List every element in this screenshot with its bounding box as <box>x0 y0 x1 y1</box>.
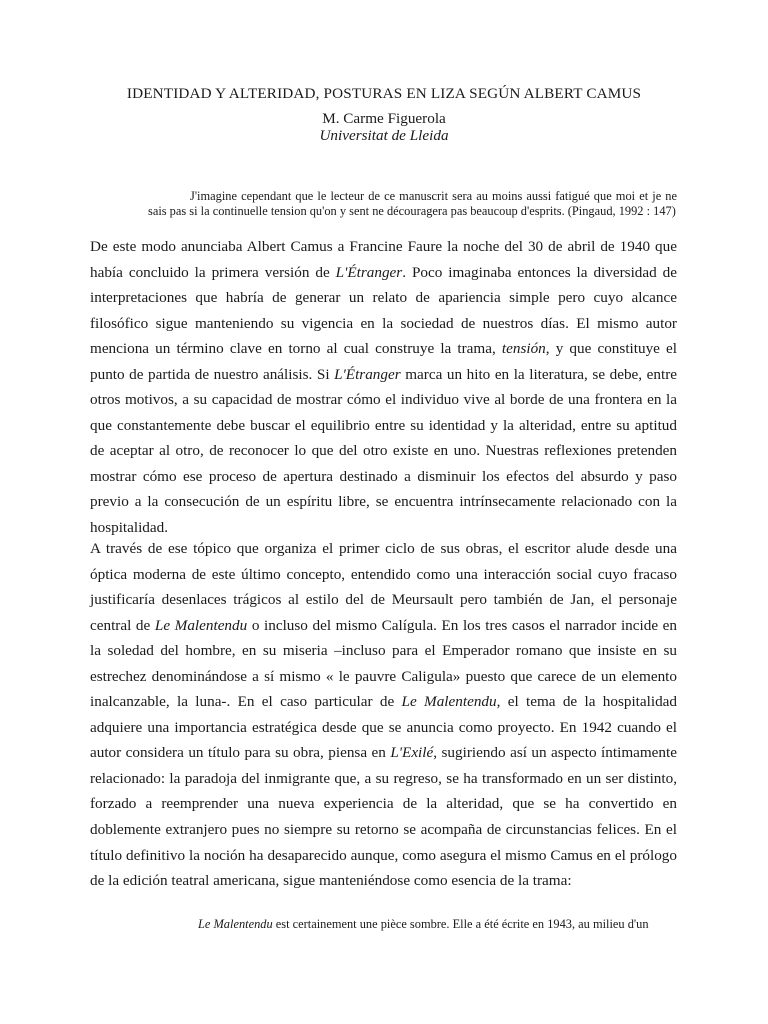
text-run: . Poco imaginaba entonces la diversidad de interpretaciones que habría de generar un relato de apariencia simple pero cuyo alcance filosófico sigue manteniendo su vigencia en la sociedad de nuestros días. El mismo autor menciona un término clave en torno al cual construye la trama, <box>90 263 677 358</box>
italic-text-run: L'Étranger <box>334 365 401 383</box>
body-paragraph-1 <box>90 234 677 541</box>
author-name: M. Carme Figuerola <box>322 110 446 127</box>
italic-text-run: Le Malentendu <box>198 917 273 931</box>
text-run: , el tema de la hospitalidad adquiere una importancia estratégica desde que se anuncia como proyecto. En 1942 cuando el autor considera un título para su obra, piensa en <box>90 693 678 762</box>
paper-title: IDENTIDAD Y ALTERIDAD, POSTURAS EN LIZA SEGÚN ALBERT CAMUS <box>126 85 642 102</box>
epigraph-quote: J'imagine cependant que le lecteur de ce manuscrit sera au moins aussi fatigué que moi et je ne sais pas si la continuelle tension qu'on y sent ne découragera pas beaucoup d'esprits. (Pingaud, 1992 : 147) <box>148 189 677 219</box>
italic-text-run: Le Malentendu <box>401 693 497 711</box>
italic-text-run: Le Malentendu <box>154 616 248 634</box>
text-run: A través de ese tópico que organiza el primer ciclo de sus obras, el escritor alude desde una óptica moderna de este último concepto, entendido como una interacción social cuyo fracaso justificaría desenlaces trágicos al estilo del de Meursault pero también de Jan, el personaje central de <box>90 540 677 634</box>
text-run: , sugiriendo así un aspecto íntimamente relacionado: la paradoja del inmigrante que, a su regreso, se ha transformado en un ser distinto, forzado a reemprender una nueva experiencia de la alteridad, que se ha convertido en doblemente extranjero pues no siempre su retorno se acompaña de circunstancias felices. En el título definitivo la noción ha desaparecido aunque, como asegura el mismo Camus en el prólogo de la edición teatral americana, sigue manteniéndose como esencia de la trama: <box>90 744 677 890</box>
italic-text-run: tensión <box>501 340 546 358</box>
body-paragraph-2 <box>90 536 677 894</box>
author-affiliation: Universitat de Lleida <box>319 127 449 144</box>
text-run: o incluso del mismo Calígula. En los tres casos el narrador incide en la soledad del hombre, en su miseria –incluso para el Emperador romano que insiste en su estrechez denominándose a sí mismo « le pauvre Caligula» puesto que carece de un elemento inalcanzable, la luna-. En el caso particular de <box>90 616 677 711</box>
text-run: est certainement une pièce sombre. Elle a été écrite en 1943, au milieu d'un <box>272 917 649 931</box>
text-run: marca un hito en la literatura, se debe, entre otros motivos, a su capacidad de mostrar cómo el individuo vive al borde de una frontera en la que constantemente debe buscar el equilibrio entre su identidad y la alteridad, entre su aptitud de aceptar al otro, de reconocer lo que del otro existe en uno. Nuestras reflexiones pretenden mostrar cómo ese proceso de apertura destinado a disminuir los efectos del absurdo y paso previo a la consecución de un espíritu libre, se encuentra intrínsecamente relacionado con la hospitalidad. <box>90 365 677 537</box>
italic-text-run: L'Étranger <box>335 263 403 281</box>
text-run: , y que constituye el punto de partida de nuestro análisis. Si <box>90 340 677 383</box>
italic-text-run: L'Exilé <box>390 744 434 762</box>
block-quote-line <box>198 917 682 932</box>
text-run: De este modo anunciaba Albert Camus a Francine Faure la noche del 30 de abril de 1940 que había concluido la primera versión de <box>90 238 677 281</box>
